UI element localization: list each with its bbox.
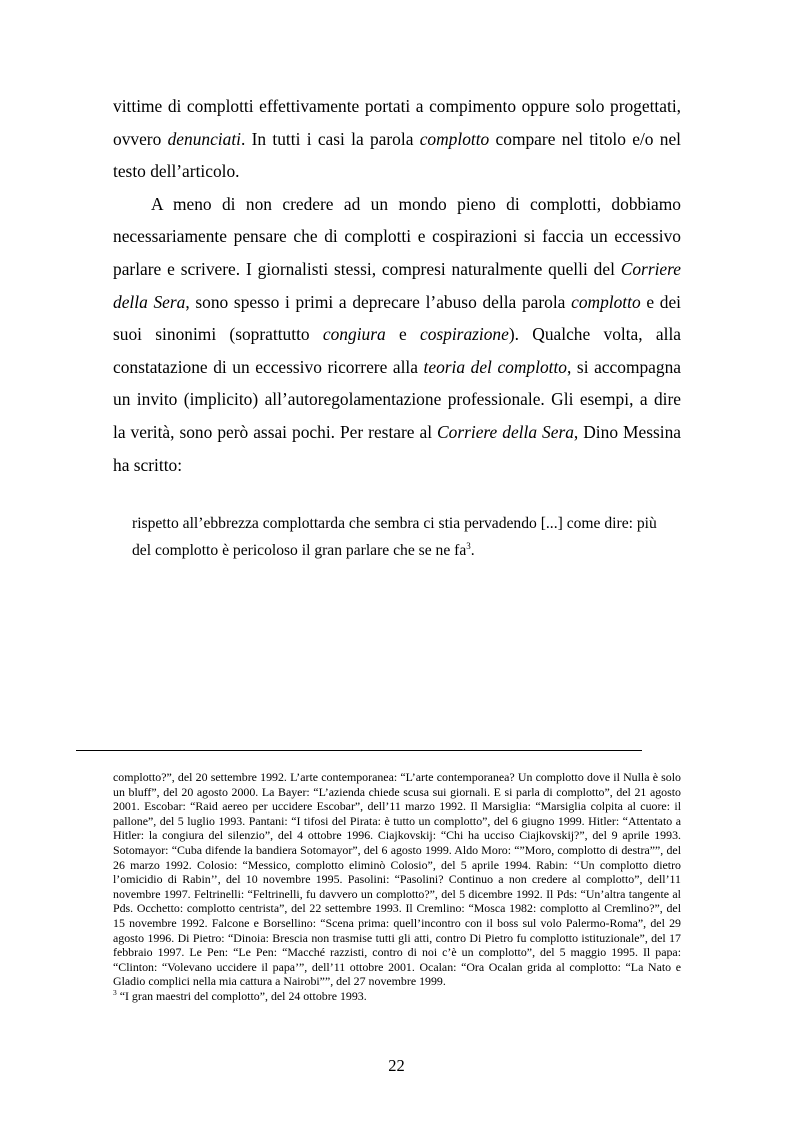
footnote-continued: complotto?”, del 20 settembre 1992. L’arte contemporanea: “L’arte contemporanea? Un complotto dove il Nulla è solo un bluff”, del 20 agosto 2000. La Bayer: “L’azienda chiede scusa sui giornali. E si parla di complotto”, del 21 agosto 2001. Escobar: “Raid aereo per uccidere Escobar”, dell’11 marzo 1992. Il Marsiglia: “Marsiglia colpita al cuore: il pallone”, del 5 luglio 1993. Pantani: “I tifosi del Pirata: è tutto un complotto”, del 6 giugno 1999. Hitler: “Attentato a Hitler: la congiura del silenzio”, del 4 ottobre 1996. Ciajkovskij: “Chi ha ucciso Ciajkovskij?”, del 9 aprile 1993. Sotomayor: “Cuba difende la bandiera Sotomayor”, del 6 agosto 1999. Aldo Moro: “”Moro, complotto di destra””, del 26 marzo 1992. Colosio: “Messico, complotto eliminò Colosio”, del 5 aprile 1994. Rabin: ‘‘Un complotto dietro l’omicidio di Rabin’’, del 10 novembre 1995. Pasolini: “Pasolini? Continuo a non credere al complotto”, dell’11 novembre 1997. Feltrinelli: “Feltrinelli, fu davvero un complotto?”, del 5 dicembre 1992. Il Pds: “Un’altra tangente al Pds. Occhetto: complotto centrista”, del 22 settembre 1993. Il Cremlino: “Mosca 1982: complotto al Cremlino?”, del 15 novembre 1992. Falcone e Borsellino: “Scena prima: quell’incontro con il boss sul volo Palermo-Roma”, del 29 agosto 1996. Di Pietro: “Dinoia: Brescia non trasmise tutti gli atti, contro Di Pietro fu complotto istituzionale”, del 17 febbraio 1997. Le Pen: “Le Pen: “Macché razzisti, contro di noi c’è un complotto”, del 5 maggio 1995. Il papa: “Clinton: “Volevano uccidere il papa’”, dell’11 ottobre 2001. Ocalan: “Ora Ocalan grida al complotto: “La Nato e Gladio complici nella mia cattura a Nairobi””, del 27 novembre 1999. [113,770,681,989]
paragraph-2: A meno di non credere ad un mondo pieno di complotti, dobbiamo necessariamente pensare che di complotti e cospirazioni si faccia un eccessivo parlare e scrivere. I giornalisti stessi, compresi naturalmente quelli del Corriere della Sera, sono spesso i primi a deprecare l’abuso della parola complotto e dei suoi sinonimi (soprattutto congiura e cospirazione). Qualche volta, alla constatazione di un eccessivo ricorrere alla teoria del complotto, si accompagna un invito (implicito) all’autoregolamentazione professionale. Gli esempi, a dire la verità, sono però assai pochi. Per restare al Corriere della Sera, Dino Messina ha scritto: [113,193,681,475]
footnote-reference: 3 [466,540,471,551]
paragraph-1: vittime di complotti effettivamente portati a compimento oppure solo progettati, ovvero denunciati. In tutti i casi la parola complotto compare nel titolo e/o nel testo dell’articolo. [113,96,681,182]
footnotes [113,770,681,1004]
footnote-number: 3 [113,987,117,997]
body-text [113,90,681,481]
footnote-3: $^3$ “I gran maestri del complotto”, del 24 ottobre 1993. [113,987,367,1003]
footnote-separator [76,750,642,751]
page-number: 22 [388,1056,405,1075]
block-quote: rispetto all’ebbrezza complottarda che sembra ci stia pervadendo [...] come dire: più del complotto è pericoloso il gran parlare che se ne fa$^3$. [132,515,657,559]
